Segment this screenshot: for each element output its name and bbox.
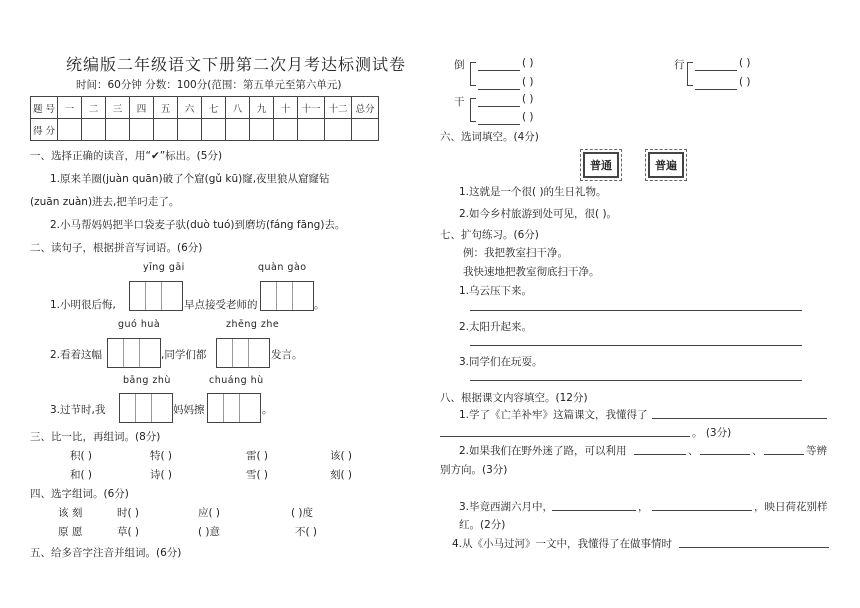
page-title: 统编版二年级语文下册第二次月考达标测试卷: [66, 55, 407, 74]
q3-item[interactable]: 诗( ): [150, 469, 173, 481]
answer-line[interactable]: [652, 510, 752, 511]
exam-info: 时间：60分钟 分数：100分(范围：第五单元至第六单元): [76, 79, 342, 91]
q3-item[interactable]: 该( ): [330, 450, 353, 462]
q4-choices: 该 刻: [58, 507, 83, 519]
tianzige-answer-box[interactable]: [107, 338, 161, 368]
q4-item[interactable]: 应( ): [198, 507, 221, 519]
answer-line[interactable]: [552, 510, 636, 511]
q8-sentence-3c: ，映日荷花别样: [754, 501, 828, 513]
brace: [470, 98, 476, 122]
polyphonic-char: 干: [454, 96, 465, 108]
q8-sentence-1a: 1.学了《亡羊补牢》这篇课文，我懂得了: [459, 409, 648, 421]
q4-item[interactable]: 时( ): [117, 507, 140, 519]
q7-heading: 七、扩句练习。(6分): [440, 229, 539, 241]
q3-heading: 三、比一比，再组词。(8分): [30, 431, 161, 443]
answer-line[interactable]: [440, 436, 690, 437]
score-input-cell[interactable]: [325, 119, 352, 141]
q4-item[interactable]: ( )度: [291, 507, 314, 519]
q3-item[interactable]: 雷( ): [246, 450, 269, 462]
q3-item[interactable]: 积( ): [70, 450, 93, 462]
answer-line[interactable]: [470, 310, 802, 311]
q8-sentence-2a: 2.如果我们在野外迷了路，可以利用: [459, 445, 627, 457]
score-input-cell[interactable]: [58, 119, 82, 141]
q4-item[interactable]: ( )意: [198, 526, 221, 538]
score-cell: 二: [82, 97, 106, 119]
q8-sentence-1b: 。 (3分): [692, 427, 732, 439]
q1-sentence-1b: (zuān zuàn)进去,把羊叼走了。: [30, 196, 180, 208]
q6-sentence-2: 2.如今乡村旅游到处可见，很( )。: [459, 208, 618, 220]
q5-heading: 五、给多音字注音并组词。(6分): [30, 547, 182, 559]
answer-line[interactable]: [634, 454, 686, 455]
pinyin: guó huà: [118, 319, 161, 330]
q7-sentence-3: 3.同学们在玩耍。: [459, 356, 543, 368]
q2-sentence-2a: 2.看着这幅: [50, 349, 103, 361]
score-cell: 九: [250, 97, 274, 119]
q1-sentence-2: 2.小马帮妈妈把半口袋麦子驮(duò tuó)到磨坊(fáng fāng)去。: [50, 219, 346, 231]
score-input-cell[interactable]: [154, 119, 178, 141]
q7-example-answer: 我快速地把教室彻底扫干净。: [463, 266, 600, 278]
polyphonic-char: 行: [674, 59, 685, 71]
q8-sentence-3b: ，: [638, 501, 649, 513]
score-input-cell[interactable]: [82, 119, 106, 141]
brace: [470, 62, 476, 86]
q8-sentence-3a: 3.毕竟西湖六月中，: [459, 501, 554, 513]
paren-blank[interactable]: ( ): [522, 57, 534, 69]
q4-heading: 四、选字组词。(6分): [30, 488, 129, 500]
score-cell: 题 号: [31, 97, 58, 119]
answer-line[interactable]: [470, 380, 802, 381]
q3-item[interactable]: 雪( ): [246, 469, 269, 481]
score-cell: 一: [58, 97, 82, 119]
q8-heading: 八、根据课文内容填空。(12分): [440, 392, 588, 404]
q3-item[interactable]: 刻( ): [330, 469, 353, 481]
q4-item[interactable]: 草( ): [117, 526, 140, 538]
q8-sentence-2d: 等辨: [806, 445, 827, 457]
q2-sentence-2c: 发言。: [271, 349, 303, 361]
q2-sentence-3c: 。: [262, 404, 273, 416]
score-cell: 六: [178, 97, 202, 119]
tianzige-answer-box[interactable]: [260, 281, 314, 311]
q3-item[interactable]: 和( ): [70, 469, 93, 481]
answer-line[interactable]: [478, 124, 520, 125]
tianzige-answer-box[interactable]: [216, 338, 270, 368]
brace: [687, 62, 693, 86]
score-input-cell[interactable]: [106, 119, 130, 141]
q8-sentence-2e: 别方向。(3分): [440, 464, 508, 476]
pinyin: bāng zhù: [123, 375, 171, 386]
score-input-cell[interactable]: [352, 119, 379, 141]
q2-sentence-3a: 3.过节时,我: [50, 404, 106, 416]
polyphonic-char: 倒: [454, 59, 465, 71]
q1-heading: 一、选择正确的读音，用“✔”标出。(5分): [30, 150, 223, 162]
score-cell: 得 分: [31, 119, 58, 141]
q2-sentence-1c: 。: [314, 299, 325, 311]
score-table-score-row: [31, 119, 379, 141]
score-cell: 十二: [325, 97, 352, 119]
q4-choices: 原 愿: [58, 526, 83, 538]
score-cell: 八: [226, 97, 250, 119]
answer-line[interactable]: [764, 454, 804, 455]
score-input-cell[interactable]: [298, 119, 325, 141]
paren-blank[interactable]: ( ): [739, 57, 751, 69]
q2-sentence-3b: 妈妈擦: [173, 404, 205, 416]
paren-blank[interactable]: ( ): [522, 111, 534, 123]
answer-line[interactable]: [478, 106, 520, 107]
q2-sentence-2b: ,同学们都: [161, 349, 207, 361]
q8-sentence-2c: 、: [752, 445, 763, 457]
q6-sentence-1: 1.这就是一个很( )的生日礼物。: [459, 186, 607, 198]
answer-line[interactable]: [695, 70, 737, 71]
q7-example: 例：我把教室扫干净。: [463, 247, 568, 259]
score-cell: 七: [202, 97, 226, 119]
q8-sentence-3d: 红。(2分): [459, 519, 506, 531]
answer-line[interactable]: [470, 345, 802, 346]
pinyin: quàn gào: [258, 262, 307, 273]
q1-sentence-1a: 1.原来羊圈(juàn quān)破了个窟(gǔ kū)窿,夜里狼从窟窿钻: [50, 173, 330, 185]
paren-blank[interactable]: ( ): [522, 93, 534, 105]
answer-line[interactable]: [478, 89, 520, 90]
q6-heading: 六、选词填空。(4分): [440, 131, 539, 143]
score-input-cell[interactable]: [274, 119, 298, 141]
score-input-cell[interactable]: [130, 119, 154, 141]
score-input-cell[interactable]: [250, 119, 274, 141]
q7-sentence-2: 2.太阳升起来。: [459, 321, 533, 333]
q8-sentence-4: 4.从《小马过河》一文中，我懂得了在做事情时: [452, 538, 673, 550]
paren-blank[interactable]: ( ): [739, 76, 751, 88]
word-option-pubian: 普遍: [648, 152, 684, 178]
score-cell: 总分: [352, 97, 379, 119]
tianzige-answer-box[interactable]: [207, 393, 261, 423]
answer-line[interactable]: [652, 418, 827, 419]
answer-line[interactable]: [478, 70, 520, 71]
tianzige-answer-box[interactable]: [129, 281, 183, 311]
q8-sentence-2b: 、: [688, 445, 699, 457]
q2-sentence-1b: 早点接受老师的: [184, 299, 258, 311]
answer-line[interactable]: [695, 89, 737, 90]
answer-line[interactable]: [700, 454, 750, 455]
pinyin: zhēng zhe: [226, 319, 280, 330]
score-cell: 四: [130, 97, 154, 119]
score-table: [30, 96, 379, 141]
score-input-cell[interactable]: [202, 119, 226, 141]
score-table-header-row: [31, 97, 379, 119]
score-cell: 三: [106, 97, 130, 119]
q4-item[interactable]: 不( ): [295, 526, 318, 538]
tianzige-answer-box[interactable]: [119, 393, 173, 423]
pinyin: yīng gāi: [143, 262, 185, 273]
q2-heading: 二、读句子，根据拼音写词语。(6分): [30, 242, 203, 254]
answer-line[interactable]: [679, 547, 829, 548]
score-input-cell[interactable]: [178, 119, 202, 141]
q3-item[interactable]: 特( ): [150, 450, 173, 462]
paren-blank[interactable]: ( ): [522, 76, 534, 88]
pinyin: chuáng hù: [209, 375, 264, 386]
q7-sentence-1: 1.乌云压下来。: [459, 285, 533, 297]
score-cell: 五: [154, 97, 178, 119]
score-cell: 十: [274, 97, 298, 119]
word-option-putong: 普通: [583, 152, 619, 178]
score-cell: 十一: [298, 97, 325, 119]
q2-sentence-1a: 1.小明很后悔,: [50, 299, 116, 311]
score-input-cell[interactable]: [226, 119, 250, 141]
